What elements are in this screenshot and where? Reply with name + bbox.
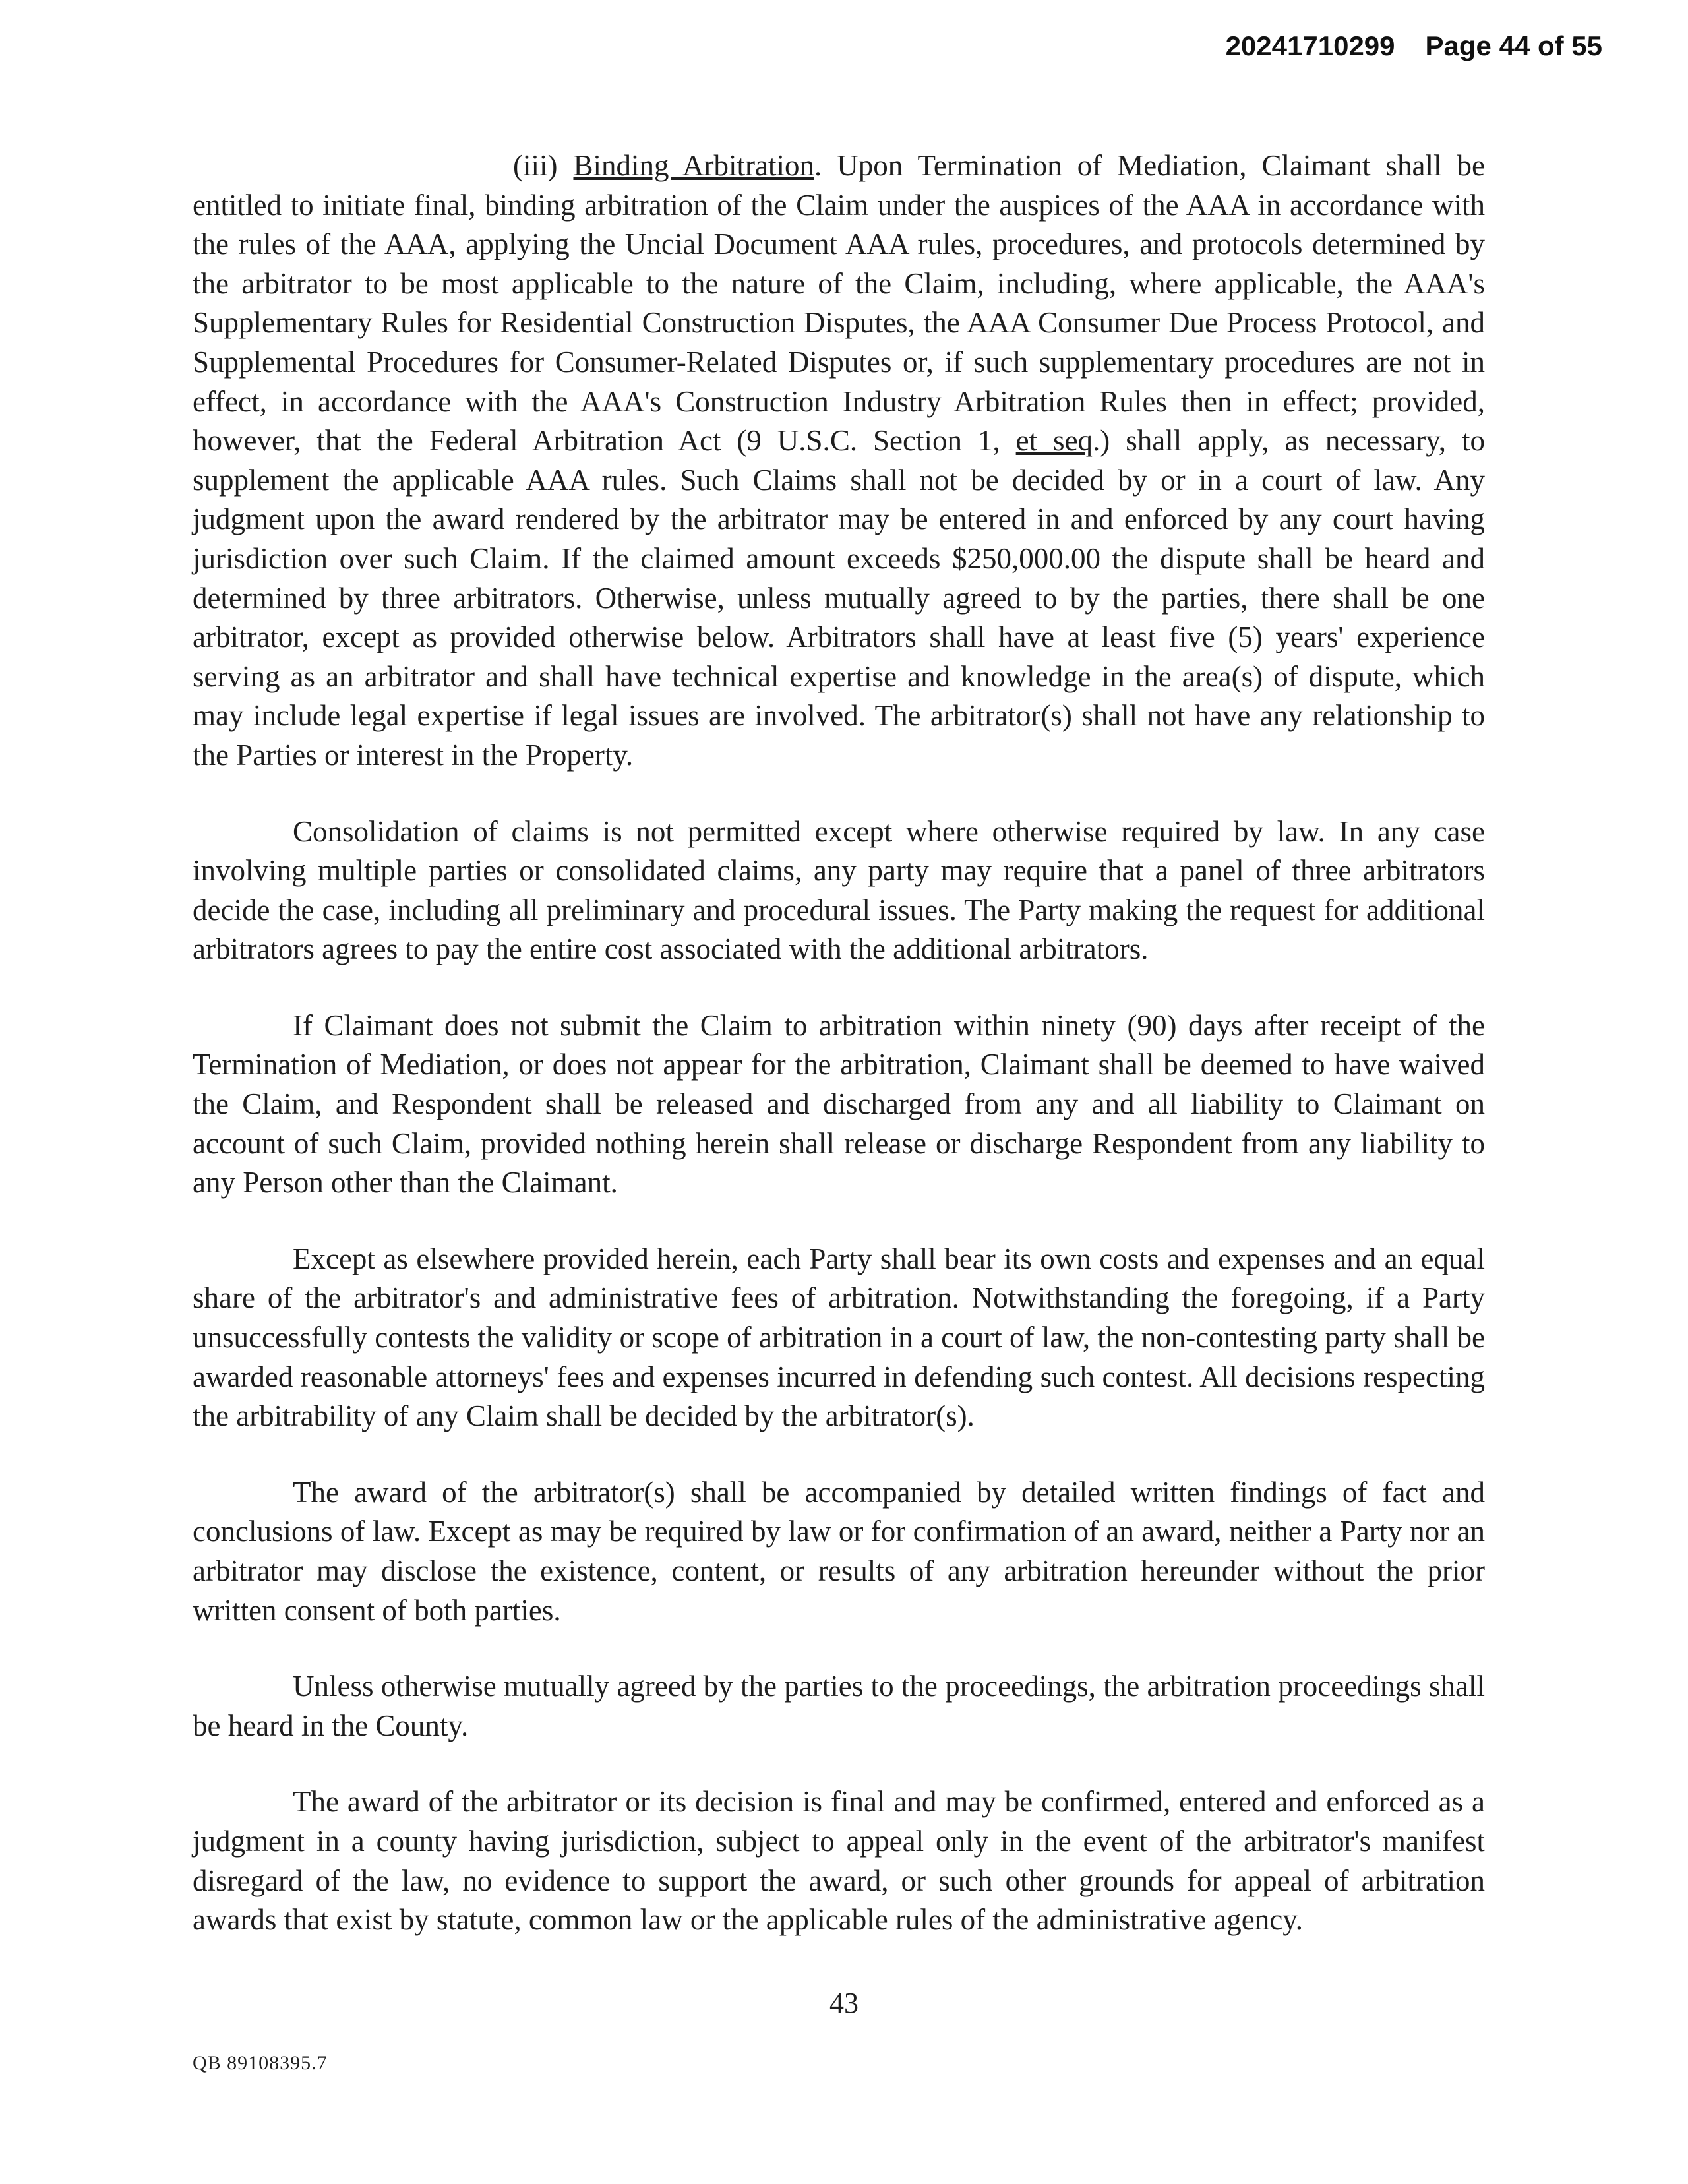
paragraph-award-findings: The award of the arbitrator(s) shall be accompanied by detailed written findings of fact and conclusions of law. Except as may be required by law or for confirmation of an award, neither a Party nor an arbitrator may disclose the existence, content, or results of any arbitration hereunder without the prior written consent of both parties. — [193, 1475, 1485, 1627]
paragraph-text: .) shall apply, as necessary, to supplement the applicable AAA rules. Such Claims shall not be decided by or in a court of law. Any judgment upon the award rendered by the arbitrator may be entered in and enforced by any court having jurisdiction over such Claim. If the claimed amount exceeds $250,000.00 the dispute shall be heard and determined by three arbitrators. Otherwise, unless mutually agreed to by the parties, there shall be one arbitrator, except as provided otherwise below. Arbitrators shall have at least five (5) years' experience serving as an arbitrator and shall have technical expertise and knowledge in the area(s) of dispute, which may include legal expertise if legal issues are involved. The arbitrator(s) shall not have any relationship to the Parties or interest in the Property. — [193, 424, 1485, 772]
page-number: 43 — [829, 1987, 859, 2019]
paragraph-text: Upon Termination of Mediation, Claimant shall be entitled to initiate final, binding arbitration of the Claim under the auspices of the AAA in accordance with the rules of the AAA, applying the Uncial Document AAA rules, procedures, and protocols determined by the arbitrator to be most applicable to the nature of the Claim, including, where applicable, the AAA's Supplementary Rules for Residential Construction Disputes, the AAA Consumer Due Process Protocol, and Supplemental Procedures for Consumer-Related Disputes or, if such supplementary procedures are not in effect, in accordance with the AAA's Construction Industry Arbitration Rules then in effect; provided, however, that the Federal Arbitration Act (9 U.S.C. Section 1, — [193, 149, 1485, 458]
paragraph-final-award: The award of the arbitrator or its decision is final and may be confirmed, entered and enforced as a judgment in a county having jurisdiction, subject to appeal only in the event of the arbitrator's manifest disregard of the law, no evidence to support the award, or such other grounds for appeal of arbitration awards that exist by statute, common law or the applicable rules of the administrative agency. — [193, 1785, 1485, 1937]
paragraph-costs: Except as elsewhere provided herein, each Party shall bear its own costs and expenses and an equal share of the arbitrator's and administrative fees of arbitration. Notwithstanding the foregoing, if a Party unsuccessfully contests the validity or scope of arbitration in a court of law, the non-contesting party shall be awarded reasonable attorneys' fees and expenses incurred in defending such contest. All decisions respecting the arbitrability of any Claim shall be decided by the arbitrator(s). — [193, 1242, 1485, 1433]
document-id: QB 89108395.7 — [193, 2052, 328, 2074]
record-number: 20241710299 — [1225, 30, 1395, 61]
document-body — [193, 146, 1485, 1940]
paragraph-waiver: If Claimant does not submit the Claim to arbitration within ninety (90) days after receipt of the Termination of Mediation, or does not appear for the arbitration, Claimant shall be deemed to have waived the Claim, and Respondent shall be released and discharged from any and all liability to Claimant on account of such Claim, provided nothing herein shall release or discharge Respondent from any liability to any Person other than the Claimant. — [193, 1008, 1485, 1199]
paragraph-consolidation: Consolidation of claims is not permitted except where otherwise required by law. In any case involving multiple parties or consolidated claims, any party may require that a panel of three arbitrators decide the case, including all preliminary and procedural issues. The Party making the request for additional arbitrators agrees to pay the entire cost associated with the additional arbitrators. — [193, 814, 1485, 966]
paragraph-binding-arbitration — [193, 146, 1485, 775]
paragraph-venue: Unless otherwise mutually agreed by the parties to the proceedings, the arbitration proceedings shall be heard in the County. — [193, 1670, 1485, 1742]
citation-et-seq: et seq — [1015, 424, 1093, 458]
section-heading-suffix: . — [814, 149, 822, 182]
section-number: (iii) — [513, 149, 558, 182]
page-count-label: Page 44 of 55 — [1425, 30, 1602, 61]
page-header — [1226, 30, 1602, 62]
section-heading: Binding Arbitration — [573, 149, 814, 182]
